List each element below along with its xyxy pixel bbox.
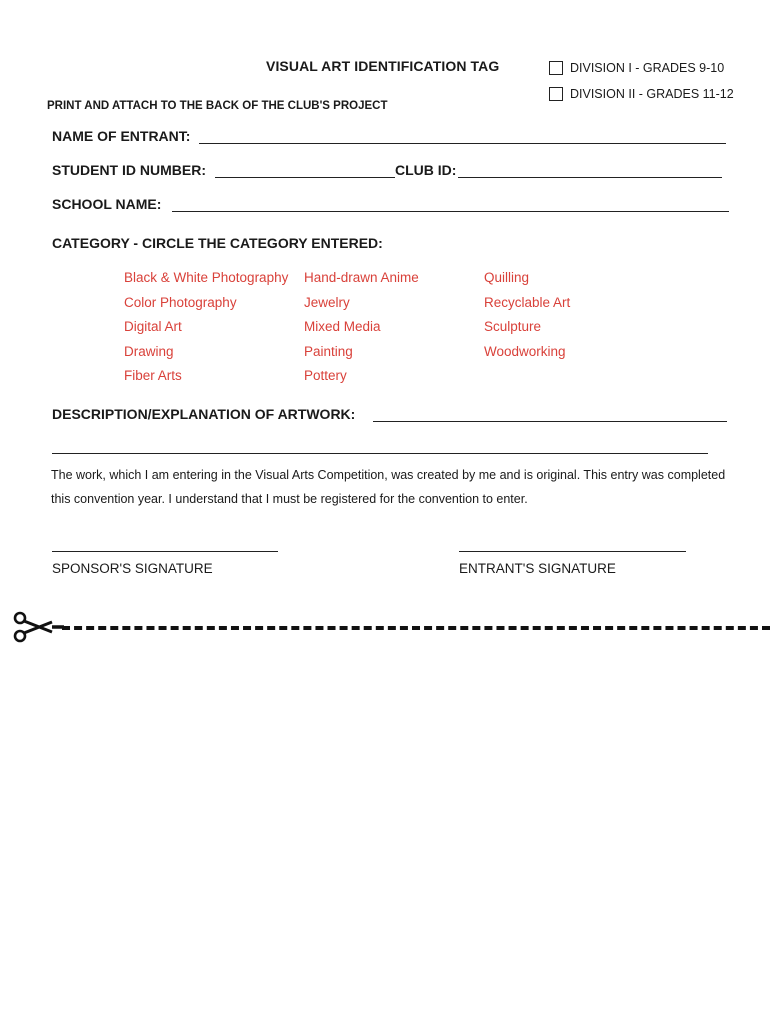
student-id-field[interactable] <box>215 177 395 178</box>
club-id-field[interactable] <box>458 177 722 178</box>
dashed-cut-line <box>62 626 770 630</box>
description-label: DESCRIPTION/EXPLANATION OF ARTWORK: <box>52 406 356 422</box>
name-field[interactable] <box>199 143 726 144</box>
category-option[interactable]: Digital Art <box>124 319 182 334</box>
category-option[interactable]: Fiber Arts <box>124 368 182 383</box>
division-1-checkbox[interactable] <box>549 61 563 75</box>
category-option[interactable]: Mixed Media <box>304 319 381 334</box>
form-subtitle: PRINT AND ATTACH TO THE BACK OF THE CLUB'S PROJECT <box>47 100 388 112</box>
description-field-line-2[interactable] <box>52 453 708 454</box>
category-option[interactable]: Painting <box>304 343 353 359</box>
club-id-label: CLUB ID: <box>395 162 457 178</box>
category-column-3 <box>484 268 570 366</box>
category-option[interactable]: Drawing <box>124 343 174 359</box>
entrant-signature-field[interactable] <box>459 551 686 552</box>
student-id-label: STUDENT ID NUMBER: <box>52 162 206 178</box>
name-label: NAME OF ENTRANT: <box>52 128 191 144</box>
category-option[interactable]: Recyclable Art <box>484 294 571 310</box>
category-option[interactable]: Color Photography <box>124 294 237 310</box>
division-2-checkbox[interactable] <box>549 87 563 101</box>
category-option[interactable]: Quilling <box>484 270 530 285</box>
category-option[interactable]: Jewelry <box>304 294 350 310</box>
category-option[interactable]: Woodworking <box>484 343 566 359</box>
division-1-label: DIVISION I - GRADES 9-10 <box>570 61 725 75</box>
category-column-1 <box>124 268 288 391</box>
form-title: VISUAL ART IDENTIFICATION TAG <box>266 58 500 74</box>
category-column-2 <box>304 268 419 391</box>
sponsor-signature-field[interactable] <box>52 551 278 552</box>
category-label: CATEGORY - CIRCLE THE CATEGORY ENTERED: <box>52 235 383 251</box>
category-option[interactable]: Hand-drawn Anime <box>304 270 419 285</box>
sponsor-signature-label: SPONSOR'S SIGNATURE <box>52 561 213 576</box>
division-1-option[interactable] <box>549 61 724 75</box>
originality-statement: The work, which I am entering in the Visual Arts Competition, was created by me and is original. This entry was completed this convention year. I understand that I must be registered for the convention to enter. <box>51 468 726 506</box>
category-option[interactable]: Black & White Photography <box>124 270 289 285</box>
division-2-option[interactable] <box>549 87 734 101</box>
category-option[interactable]: Sculpture <box>484 319 542 334</box>
cut-line <box>12 610 770 646</box>
division-2-label: DIVISION II - GRADES 11-12 <box>570 87 734 101</box>
category-option[interactable]: Pottery <box>304 368 347 383</box>
description-field-line-1[interactable] <box>373 421 727 422</box>
entrant-signature-label: ENTRANT'S SIGNATURE <box>459 561 616 576</box>
scissors-icon <box>12 610 64 649</box>
school-name-field[interactable] <box>172 211 729 212</box>
school-name-label: SCHOOL NAME: <box>52 196 162 212</box>
